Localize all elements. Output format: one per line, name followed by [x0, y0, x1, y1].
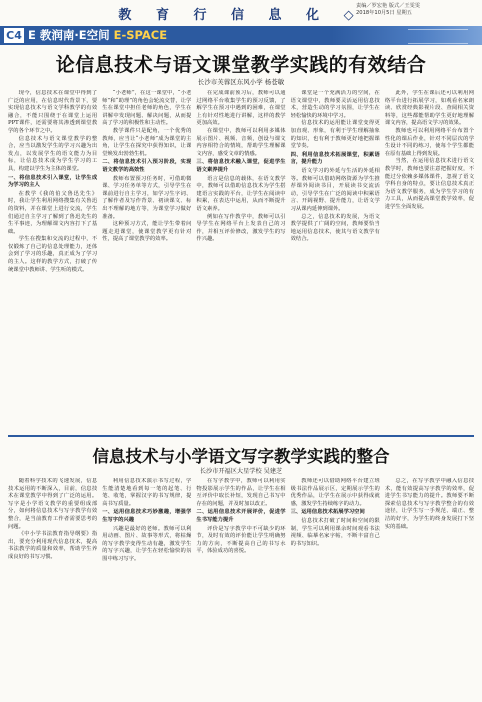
article1-column [385, 90, 474, 431]
paragraph: 教师也可以利用网络平台布置个性化的课后作业，针对不同层次的学生设计不同的练习，使每个学生都能在原有基础上得到发展。 [384, 127, 475, 157]
paragraph: 信息技术打破了时间和空间的限制，学生可以利用课余时间观看书法视频、临摹名家字帖，不断丰富自己的书写知识。 [290, 517, 380, 547]
article2-column [102, 478, 191, 698]
paragraph: 在写字教学中，教师可以利用实物投影展示学生的作品，让学生在相互评价中取长补短，发现自己书写中存在的问题，并及时加以改正。 [196, 478, 286, 507]
article1-column [196, 90, 285, 431]
paragraph: 总之，信息技术的发展，为语文教学提供了广阔的空间，教师要恰当地运用信息技术，使其与语文教学有效结合。 [290, 213, 380, 243]
article1-title: 论信息技术与语文课堂教学实践的有效结合 [55, 54, 427, 76]
subheading: 一、将信息技术引入课堂，让学生成为学习的主人 [8, 174, 98, 189]
paragraph: 在课堂中，教师可以利用多媒体展示图片、视频、音频，创设与课文内容相符合的情境，帮助学生理解课文内容，感受文章的情感。 [196, 127, 286, 157]
article2-author: 长沙市开福区大星学校 吴建芝 [199, 468, 283, 475]
newspaper-title: 教 育 行 信 息 化 ◇ [118, 8, 364, 23]
paragraph: 这种预习方式，能让学生带着问题走进课堂，使课堂教学更有针对性，提高了课堂教学的效率。 [102, 221, 192, 243]
section-name-en: E-SPACE [113, 28, 168, 42]
paragraph: 利用信息技术演示书写过程，学生能清楚地看到每一笔的起笔、行笔、收笔，掌握汉字的书写规律，提高书写质量。 [102, 478, 192, 507]
paragraph: 信息技术与语文课堂教学的整合，应当以激发学生的学习兴趣为出发点，以发展学生的语文能力为目标，让信息技术成为学生学习的工具，构建以学生为主体的课堂。 [8, 135, 98, 172]
subheading: 二、将信息技术引入预习阶段，实现语文教学的高效性 [102, 159, 192, 173]
article2-column [385, 478, 474, 698]
section-bar [0, 26, 482, 45]
paragraph: 语言是信息的载体，在语文教学中，教师可以借助信息技术为学生搭建语言实践的平台，让学生在阅读中积累，在表达中运用，从而不断提升语文素养。 [196, 175, 286, 212]
paragraph: 课堂是一个充满活力的空间，在语文课堂中，教师要灵活运用信息技术，营造生动的学习氛围，让学生在轻松愉快的环境中学习。 [290, 90, 380, 119]
paragraph: 信息技术的运用能让课堂变得更加直观、形象，有利于学生理解抽象的知识，也有利于教师更好地把握课堂节奏。 [290, 120, 380, 150]
paragraph: 《中小学书法教育指导纲要》指出，要充分利用现代信息技术，提高书法教学的质量和效率，帮助学生养成良好的书写习惯。 [8, 531, 98, 560]
subheading: 三、运用信息技术拓展学习空间 [290, 509, 365, 516]
article1-column [291, 90, 380, 431]
paragraph: 总之，在写字教学中融入信息技术，能有效提高写字教学的效率，促进学生书写能力的提升。教师要不断探索信息技术与写字教学整合的有效途径，让学生写一手规范、端正、整洁的好字，为学生的终身发展打下坚实的基础。 [384, 478, 475, 530]
article2-column [8, 478, 97, 698]
section-decoration [332, 26, 482, 45]
subheading: 二、运用信息技术开展评价，促进学生书写能力提升 [196, 509, 286, 523]
section-name: E 教润南·E空间 [28, 28, 110, 42]
paragraph: 随着科学技术的飞速发展，信息技术运用的不断深入，目前，信息技术在课堂教学中得到了广泛的运用。写字是小学语文教学的重要组成部分，如何将信息技术与写字教学有效整合，是当前教育工作者需要思考的问题。 [8, 478, 98, 530]
paragraph: 教师布置预习任务时，可借助微课、学习任务单等方式，引导学生在课前进行自主学习，如学习生字词、了解作者及写作背景、初读课文、标出不理解的地方等，为课堂学习做好准备。 [102, 175, 192, 220]
article1-column [102, 90, 191, 431]
paragraph: 现今，信息技术在课堂中得到了广泛的应用，在信息时代背景下，要实现信息技术与语文学科教学的有效融合，不能只围绕于在课堂上运用PPT课件，还需要将其渗透到课堂教学的各个环节之中。 [8, 90, 98, 134]
subheading: 一、运用信息技术巧妙激趣，增强学生写字的兴趣 [102, 509, 192, 523]
article-divider [8, 435, 474, 437]
paragraph: 教学课件只是配角，一个优秀的教师，应当让“小老师”成为课堂的主角，让学生在探究中获得知识，让课堂焕发出勃勃生机。 [102, 127, 192, 157]
page-number: C4 [4, 28, 24, 43]
paragraph: 当然，在运用信息技术进行语文教学时，教师也要注意把握好度，不能过分依赖多媒体课件，忽视了语文学科自身的特点，要让信息技术真正为语文教学服务，成为学生学习的有力工具，从而提高课堂教学效率，促进学生全面发展。 [384, 158, 475, 210]
paragraph: 语文学习的外延与生活的外延相等。教师可以借助网络资源为学生推荐课外阅读书目，开展读书交流活动，引导学生在广泛的阅读中积累语言、开阔视野、提升能力，让语文学习从课内延伸到课外。 [290, 167, 380, 212]
paragraph: 例如在写作教学中，教师可以引导学生在网络平台上发表自己的习作，并相互评价修改，激发学生的写作兴趣。 [196, 213, 286, 243]
section-title [28, 27, 167, 44]
article1-body [8, 90, 474, 431]
paragraph: 在教学《我的伯父鲁迅先生》时，我让学生利用网络搜集有关鲁迅的资料，并在课堂上进行交流，学生们通过自主学习了解到了鲁迅先生的生平事迹，为理解课文内容打下了基础。 [8, 190, 98, 235]
article2-body [8, 478, 474, 698]
subheading: 三、将信息技术融入课堂，促进学生语文素养提升 [196, 159, 286, 173]
masthead-meta [356, 3, 474, 17]
paragraph: “小老师”，在这一课堂中，“小老师”和“助理”的角色会轮流交替，让学生在课堂中担任老师的角色，学生在讲解中发现问题、解决问题，从而提高了学习的积极性和主动性。 [102, 90, 192, 127]
paragraph: 评价是写字教学中不可缺少的环节，及时有效的评价能让学生明确努力的方向，不断提高自己的书写水平，体验成功的喜悦。 [196, 525, 286, 555]
paragraph: 教师还可以借助网络平台建立班级书法作品展示区，定期展示学生的优秀作品，让学生在展示中获得成就感，激发学生持续练字的动力。 [290, 478, 380, 507]
paragraph: 在完成课前预习后，教师可以通过网络平台收集学生的预习反馈，了解学生在预习中遇到的困难，在课堂上有针对性地进行讲解，这样的教学更加高效。 [196, 90, 286, 127]
paragraph: 学生在搜集和交流的过程中，不仅锻炼了自己的信息处理能力，还体会到了学习的乐趣，真正成为了学习的主人。这样的教学方式，打破了传统课堂中教师讲、学生听的模式。 [8, 236, 98, 273]
article1-column [8, 90, 97, 431]
article2-column [196, 478, 285, 698]
paragraph: 此外，学生在课后还可以利用网络平台进行拓展学习，如观看名家朗读、欣赏经典影视片段、查阅相关资料等，这些都能帮助学生更好地理解课文内容，提高语文学习的效果。 [384, 90, 475, 127]
article1-author: 长沙市芙蓉区东风小学 杨苍敏 [197, 78, 285, 86]
article2-column [291, 478, 380, 698]
editor-line: 责编／罗宏艳 版式／王雯雯 [356, 3, 420, 9]
date-line: 2018年10月5日 星期五 [356, 10, 412, 16]
subheading: 四、利用信息技术拓展课堂，积累语言，提升能力 [290, 151, 380, 166]
paragraph: 兴趣是最好的老师。教师可以利用动画、图片、故事等形式，将枯燥的写字教学变得生动有趣，激发学生的写字兴趣，让学生在轻松愉快的氛围中练习写字。 [102, 525, 192, 562]
article2-title: 信息技术与小学语文写字教学实践的整合 [92, 447, 390, 466]
masthead [0, 0, 482, 26]
